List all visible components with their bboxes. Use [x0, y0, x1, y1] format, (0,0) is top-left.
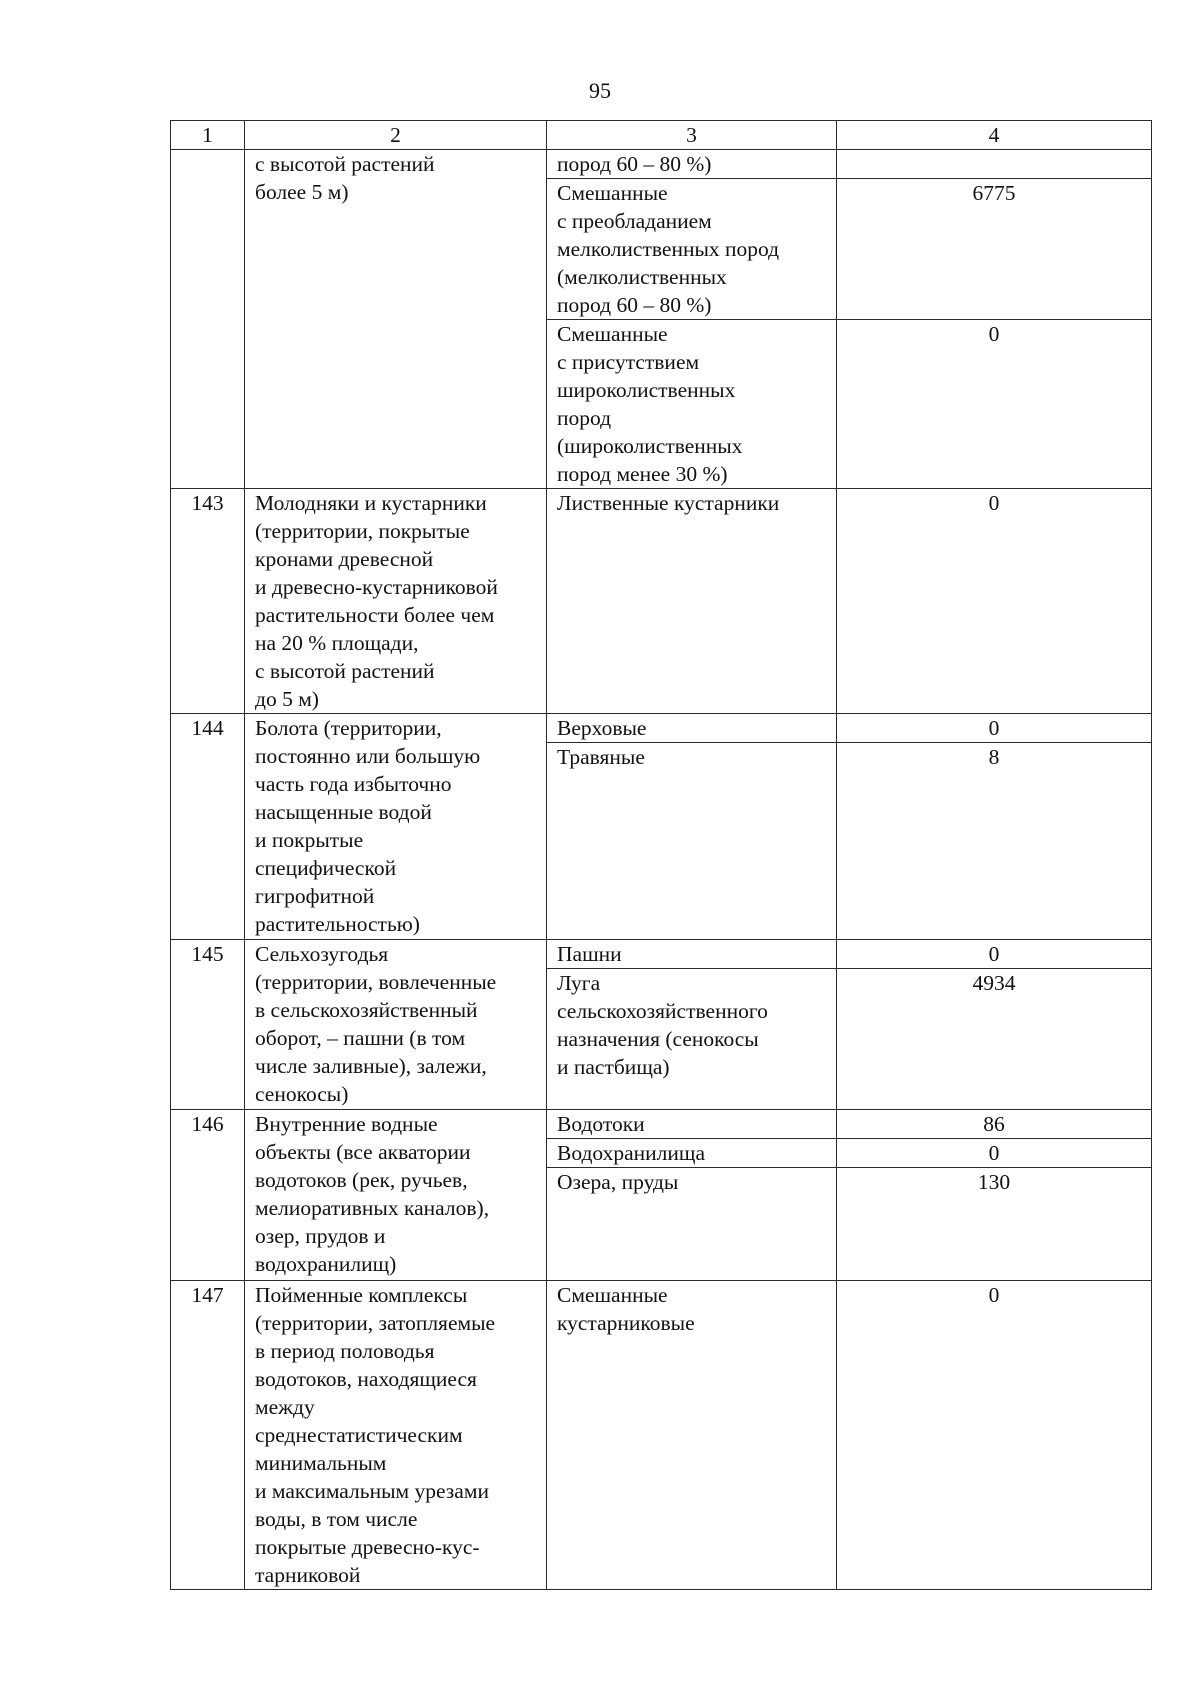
table-row — [171, 714, 1152, 743]
row-number-cell: 144 — [171, 714, 245, 940]
description-cell: Болота (территории, постоянно или большую часть года избыточно насыщенные водой и покрытые специфической гигрофитной растительностью) — [245, 714, 547, 940]
type-cell: Водохранилища — [547, 1139, 837, 1168]
type-cell: Травяные — [547, 743, 837, 940]
table-row — [171, 940, 1152, 969]
type-cell: Водотоки — [547, 1110, 837, 1139]
type-cell: Лиственные кустарники — [547, 489, 837, 714]
value-cell — [837, 150, 1152, 179]
row-number-cell: 146 — [171, 1110, 245, 1281]
description-cell: Молодняки и кустарники (территории, покрытые кронами древесной и древесно-кустарниковой растительности более чем на 20 % площади, с высотой растений до 5 м) — [245, 489, 547, 714]
value-cell: 8 — [837, 743, 1152, 940]
type-cell: Луга сельскохозяйственного назначения (сенокосы и пастбища) — [547, 969, 837, 1110]
type-cell: Смешанные кустарниковые — [547, 1281, 837, 1590]
description-cell: Сельхозугодья (территории, вовлеченные в сельскохозяйственный оборот, – пашни (в том числе заливные), залежи, сенокосы) — [245, 940, 547, 1110]
table-row — [171, 1110, 1152, 1139]
header-col-1: 1 — [171, 121, 245, 150]
row-number-cell — [171, 150, 245, 489]
table-header-row — [171, 121, 1152, 150]
type-cell: Озера, пруды — [547, 1168, 837, 1281]
header-col-3: 3 — [547, 121, 837, 150]
value-cell: 0 — [837, 1281, 1152, 1590]
description-cell: с высотой растений более 5 м) — [245, 150, 547, 489]
value-cell: 0 — [837, 320, 1152, 489]
description-cell: Пойменные комплексы (территории, затопляемые в период половодья водотоков, находящиеся между среднестатистическим минимальным и максимальным урезами воды, в том числе покрытые древесно-кус- тарниковой — [245, 1281, 547, 1590]
row-number-cell: 145 — [171, 940, 245, 1110]
type-cell: пород 60 – 80 %) — [547, 150, 837, 179]
value-cell: 0 — [837, 940, 1152, 969]
type-cell: Пашни — [547, 940, 837, 969]
table-row — [171, 150, 1152, 179]
row-number-cell: 147 — [171, 1281, 245, 1590]
value-cell: 0 — [837, 489, 1152, 714]
data-table — [170, 120, 1152, 1590]
value-cell: 4934 — [837, 969, 1152, 1110]
page-number: 95 — [589, 78, 611, 103]
value-cell: 86 — [837, 1110, 1152, 1139]
value-cell: 0 — [837, 1139, 1152, 1168]
header-col-4: 4 — [837, 121, 1152, 150]
table-row — [171, 1281, 1152, 1590]
row-number-cell: 143 — [171, 489, 245, 714]
table-row — [171, 489, 1152, 714]
type-cell: Смешанные с преобладанием мелколиственных пород (мелколиственных пород 60 – 80 %) — [547, 179, 837, 320]
value-cell: 6775 — [837, 179, 1152, 320]
type-cell: Смешанные с присутствием широколиственных пород (широколиственных пород менее 30 %) — [547, 320, 837, 489]
value-cell: 0 — [837, 714, 1152, 743]
type-cell: Верховые — [547, 714, 837, 743]
description-cell: Внутренние водные объекты (все акватории водотоков (рек, ручьев, мелиоративных каналов), озер, прудов и водохранилищ) — [245, 1110, 547, 1281]
header-col-2: 2 — [245, 121, 547, 150]
value-cell: 130 — [837, 1168, 1152, 1281]
